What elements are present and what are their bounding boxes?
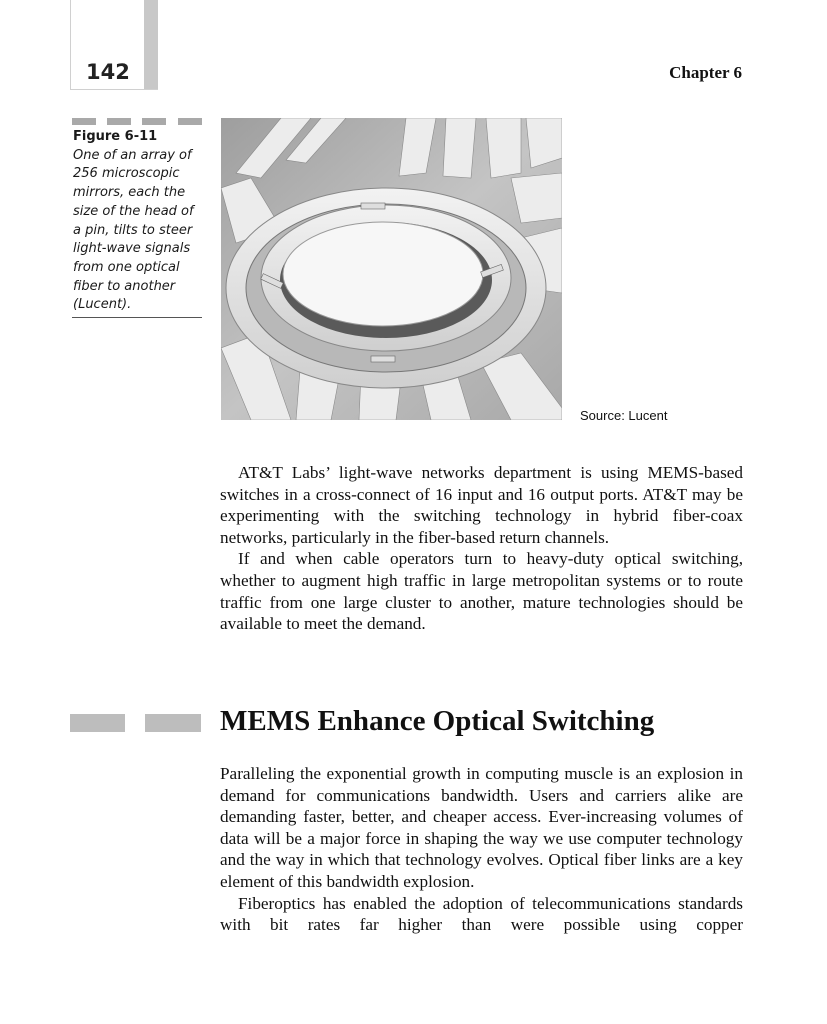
mems-mirror-image xyxy=(221,118,562,420)
section-paragraph-1: Paralleling the exponential growth in computing muscle is an explosion in demand for communications bandwidth. Users and carriers alike are demanding faster, better, and cheaper access. Ever-increasing volumes of data will be a major force in shaping the way we use computer technology and the way in which that technology evolves. Optical fiber links are a key element of this bandwidth explosion. xyxy=(220,764,743,891)
section-heading: MEMS Enhance Optical Switching xyxy=(220,705,655,737)
figure-source: Source: Lucent xyxy=(580,408,668,423)
page-number-frame-left xyxy=(70,0,71,90)
body-paragraph-2: If and when cable operators turn to heavy-duty optical switching, whether to augment high traffic in large metropolitan systems or to route traffic from one large cluster to another, mature technologies should be available to meet the demand. xyxy=(220,549,743,634)
heading-bar-right xyxy=(145,714,201,732)
figure-label: Figure 6-11 xyxy=(73,129,158,144)
body-paragraph-1: AT&T Labs’ light-wave networks department is using MEMS-based switches in a cross-connect of 16 input and 16 output ports. AT&T may be experimenting with the switching technology in hybrid fiber-coax networks, particularly in the fiber-based return channels. xyxy=(220,463,743,547)
page-number-bar xyxy=(144,0,158,90)
page-number: 142 xyxy=(86,60,130,84)
caption-dashes xyxy=(72,118,202,125)
section-paragraph-2: Fiberoptics has enabled the adoption of telecommunications standards with bit rates far higher than were possible using copper xyxy=(220,893,743,935)
figure-caption xyxy=(73,128,203,315)
heading-bar-left xyxy=(70,714,125,732)
figure-caption-text: One of an array of 256 microscopic mirrors, each the size of the head of a pin, tilts to steer light-wave signals from one optical fiber to another (Lucent). xyxy=(73,147,194,313)
mems-mirror-figure xyxy=(221,118,562,420)
body-text-block xyxy=(220,462,743,635)
caption-rule xyxy=(72,317,202,318)
chapter-title: Chapter 6 xyxy=(669,63,742,82)
section-text-block xyxy=(220,763,743,936)
page-number-frame-bottom xyxy=(70,89,158,90)
